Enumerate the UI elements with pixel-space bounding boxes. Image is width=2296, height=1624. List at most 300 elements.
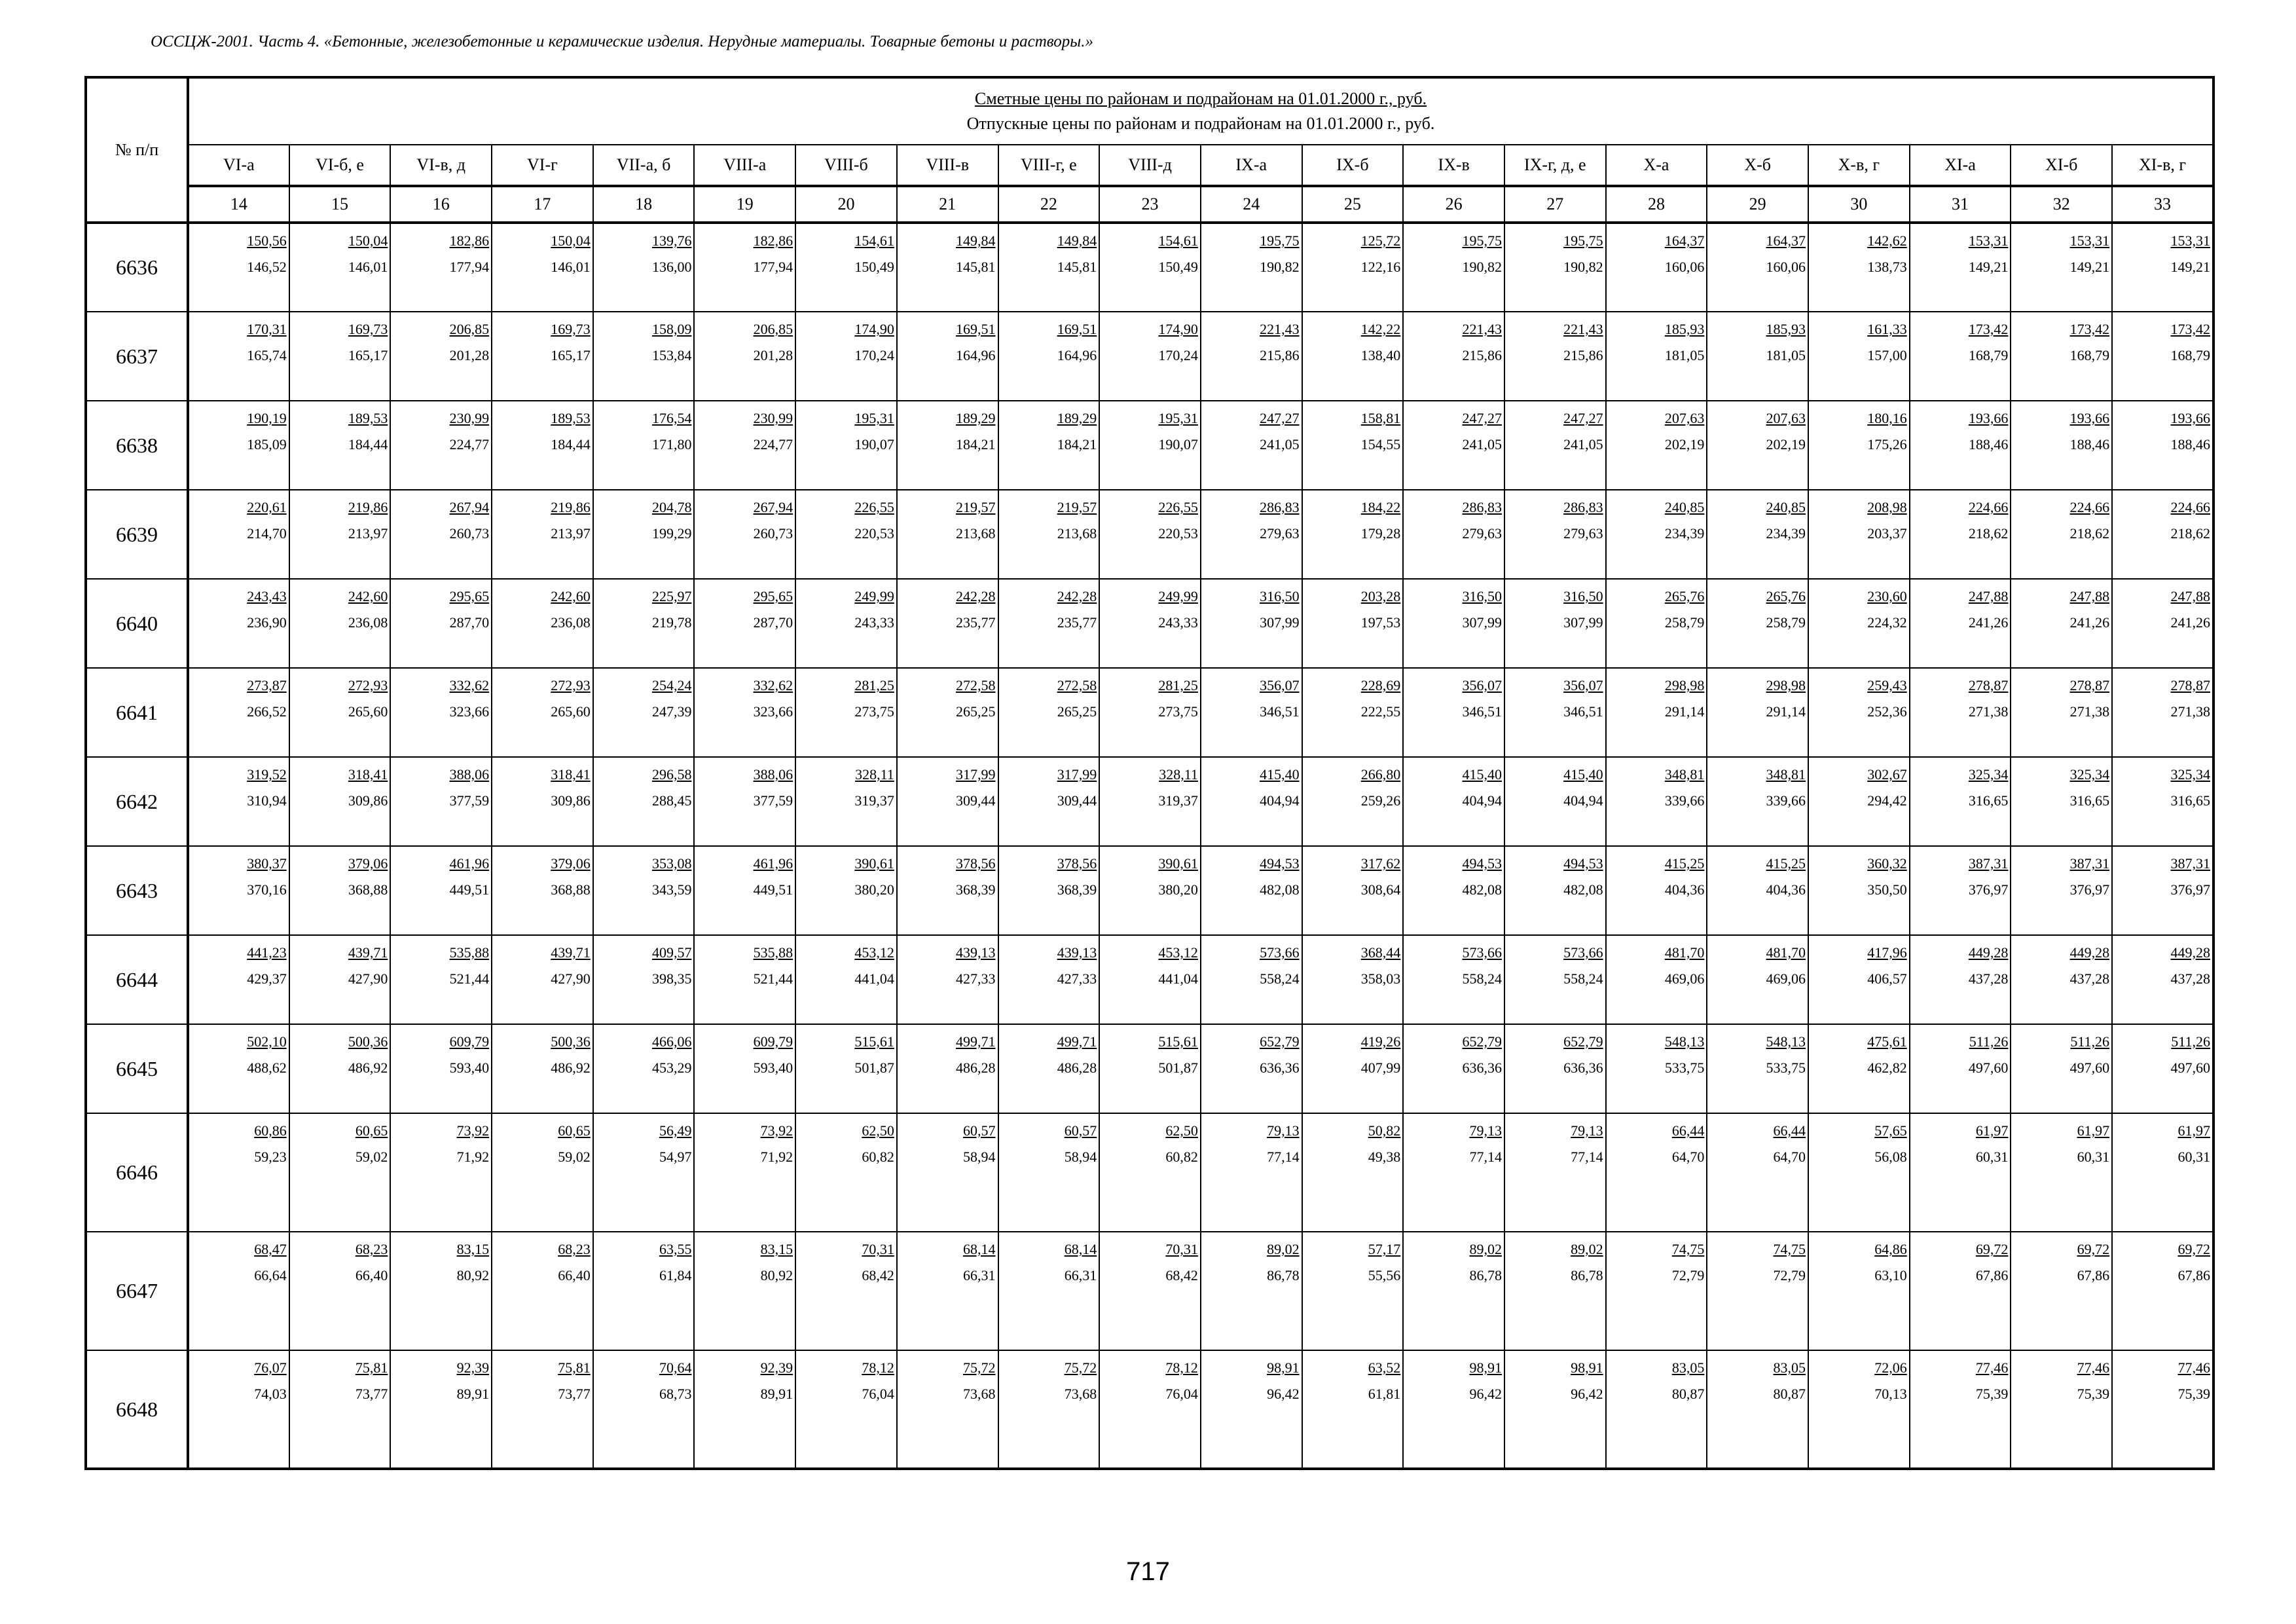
otpusknaya-price: 398,35	[651, 970, 692, 987]
otpusknaya-price: 170,24	[1158, 347, 1198, 363]
smetnaya-price: 230,60	[1867, 588, 1907, 604]
otpusknaya-price: 287,70	[449, 614, 490, 631]
otpusknaya-price: 165,17	[551, 347, 591, 363]
price-cell	[795, 1113, 897, 1232]
smetnaya-price: 69,72	[2077, 1241, 2110, 1257]
smetnaya-price: 189,29	[956, 410, 996, 426]
price-cell	[2011, 757, 2112, 846]
price-cell	[1504, 401, 1606, 490]
price-cell	[593, 1350, 695, 1469]
price-cell	[1504, 1232, 1606, 1350]
otpusknaya-price: 168,79	[2170, 347, 2210, 363]
price-cell	[1808, 312, 1910, 401]
smetnaya-price: 70,64	[659, 1359, 692, 1376]
price-cell	[1606, 1113, 1707, 1232]
row-number: 6638	[86, 401, 188, 490]
table-body	[86, 223, 2214, 1469]
otpusknaya-price: 188,46	[2170, 436, 2210, 452]
price-cell	[998, 1113, 1100, 1232]
column-index: 26	[1403, 186, 1504, 223]
price-cell	[1099, 1113, 1201, 1232]
price-cell	[593, 757, 695, 846]
column-index: 16	[390, 186, 492, 223]
price-cell	[289, 579, 391, 668]
price-cell	[390, 846, 492, 935]
price-cell	[2112, 846, 2214, 935]
price-cell	[1201, 490, 1302, 579]
smetnaya-price: 170,31	[247, 321, 287, 337]
otpusknaya-price: 80,92	[456, 1267, 490, 1283]
smetnaya-price: 409,57	[651, 944, 692, 961]
smetnaya-price: 281,25	[854, 677, 894, 693]
otpusknaya-price: 273,75	[1158, 703, 1198, 720]
price-cell	[2112, 223, 2214, 312]
price-cell	[1302, 935, 1404, 1024]
smetnaya-price: 272,93	[348, 677, 388, 693]
otpusknaya-price: 441,04	[854, 970, 894, 987]
otpusknaya-price: 76,04	[1165, 1386, 1198, 1402]
smetnaya-price: 64,86	[1874, 1241, 1907, 1257]
price-cell	[998, 846, 1100, 935]
price-cell	[188, 1113, 289, 1232]
price-cell	[188, 1232, 289, 1350]
region-header: XI-б	[2011, 145, 2112, 186]
smetnaya-price: 154,61	[854, 232, 894, 249]
otpusknaya-price: 199,29	[651, 525, 692, 542]
price-cell	[2011, 846, 2112, 935]
price-cell	[1302, 1350, 1404, 1469]
smetnaya-price: 494,53	[1563, 855, 1603, 872]
otpusknaya-price: 323,66	[753, 703, 793, 720]
smetnaya-price: 378,56	[956, 855, 996, 872]
smetnaya-price: 325,34	[2069, 766, 2110, 783]
otpusknaya-price: 486,28	[1057, 1060, 1097, 1076]
otpusknaya-price: 179,28	[1360, 525, 1401, 542]
otpusknaya-price: 145,81	[1057, 259, 1097, 275]
smetnaya-price: 387,31	[2170, 855, 2210, 872]
price-cell	[694, 1024, 795, 1113]
price-cell	[1910, 579, 2011, 668]
otpusknaya-price: 339,66	[1664, 792, 1705, 809]
price-cell	[390, 312, 492, 401]
otpusknaya-price: 308,64	[1360, 881, 1401, 898]
otpusknaya-price: 165,17	[348, 347, 388, 363]
otpusknaya-price: 521,44	[753, 970, 793, 987]
smetnaya-price: 609,79	[449, 1033, 490, 1050]
price-cell	[593, 1113, 695, 1232]
price-cell	[289, 223, 391, 312]
otpusknaya-price: 59,02	[558, 1149, 591, 1165]
price-cell	[1504, 668, 1606, 757]
smetnaya-price: 439,71	[348, 944, 388, 961]
price-cell	[1302, 1113, 1404, 1232]
price-cell	[1606, 1350, 1707, 1469]
price-cell	[694, 1350, 795, 1469]
smetnaya-price: 83,05	[1773, 1359, 1806, 1376]
price-cell	[1707, 1113, 1808, 1232]
otpusknaya-price: 533,75	[1664, 1060, 1705, 1076]
smetnaya-price: 415,40	[1563, 766, 1603, 783]
otpusknaya-price: 184,21	[956, 436, 996, 452]
otpusknaya-price: 265,25	[1057, 703, 1097, 720]
price-cell	[694, 846, 795, 935]
otpusknaya-price: 202,19	[1766, 436, 1806, 452]
smetnaya-price: 195,75	[1260, 232, 1300, 249]
smetnaya-price: 317,62	[1360, 855, 1401, 872]
otpusknaya-price: 145,81	[956, 259, 996, 275]
price-cell	[998, 223, 1100, 312]
price-cell	[1808, 757, 1910, 846]
smetnaya-price: 89,02	[1571, 1241, 1603, 1257]
otpusknaya-price: 437,28	[2170, 970, 2210, 987]
smetnaya-price: 316,50	[1563, 588, 1603, 604]
otpusknaya-price: 170,24	[854, 347, 894, 363]
otpusknaya-price: 177,94	[753, 259, 793, 275]
otpusknaya-price: 294,42	[1867, 792, 1907, 809]
price-cell	[1707, 1024, 1808, 1113]
column-index: 18	[593, 186, 695, 223]
otpusknaya-price: 190,07	[854, 436, 894, 452]
price-cell	[897, 1350, 998, 1469]
price-cell	[492, 223, 593, 312]
price-cell	[1606, 490, 1707, 579]
column-index: 33	[2112, 186, 2214, 223]
otpusknaya-price: 75,39	[2077, 1386, 2110, 1402]
smetnaya-price: 169,73	[348, 321, 388, 337]
smetnaya-price: 184,22	[1360, 499, 1401, 515]
otpusknaya-price: 376,97	[2069, 881, 2110, 898]
otpusknaya-price: 291,14	[1664, 703, 1705, 720]
region-header: X-б	[1707, 145, 1808, 186]
otpusknaya-price: 316,65	[1968, 792, 2009, 809]
price-cell	[593, 401, 695, 490]
smetnaya-price: 193,66	[2170, 410, 2210, 426]
smetnaya-price: 278,87	[1968, 677, 2009, 693]
price-cell	[289, 1232, 391, 1350]
price-cell	[1302, 223, 1404, 312]
smetnaya-price: 240,85	[1664, 499, 1705, 515]
column-index: 32	[2011, 186, 2112, 223]
price-cell	[390, 668, 492, 757]
otpusknaya-price: 407,99	[1360, 1060, 1401, 1076]
otpusknaya-price: 258,79	[1766, 614, 1806, 631]
smetnaya-price: 302,67	[1867, 766, 1907, 783]
smetnaya-price: 328,11	[1159, 766, 1198, 783]
price-cell	[694, 757, 795, 846]
smetnaya-price: 204,78	[651, 499, 692, 515]
otpusknaya-price: 181,05	[1766, 347, 1806, 363]
table-row	[86, 401, 2214, 490]
otpusknaya-price: 593,40	[753, 1060, 793, 1076]
smetnaya-price: 169,73	[551, 321, 591, 337]
otpusknaya-price: 71,92	[456, 1149, 490, 1165]
smetnaya-price: 573,66	[1563, 944, 1603, 961]
smetnaya-price: 439,71	[551, 944, 591, 961]
otpusknaya-price: 307,99	[1260, 614, 1300, 631]
price-cell	[1201, 401, 1302, 490]
otpusknaya-price: 60,82	[1165, 1149, 1198, 1165]
price-cell	[593, 935, 695, 1024]
price-cell	[1403, 490, 1504, 579]
smetnaya-price: 221,43	[1462, 321, 1502, 337]
smetnaya-price: 174,90	[1158, 321, 1198, 337]
smetnaya-price: 247,88	[2170, 588, 2210, 604]
otpusknaya-price: 184,21	[1057, 436, 1097, 452]
smetnaya-price: 461,96	[753, 855, 793, 872]
otpusknaya-price: 309,86	[551, 792, 591, 809]
price-cell	[1606, 401, 1707, 490]
smetnaya-price: 415,40	[1260, 766, 1300, 783]
price-cell	[188, 935, 289, 1024]
smetnaya-price: 548,13	[1664, 1033, 1705, 1050]
price-cell	[492, 312, 593, 401]
row-number-header: № п/п	[86, 77, 188, 223]
otpusknaya-price: 241,26	[2069, 614, 2110, 631]
otpusknaya-price: 68,42	[1165, 1267, 1198, 1283]
price-cell	[2011, 668, 2112, 757]
price-cell	[998, 490, 1100, 579]
smetnaya-price: 61,97	[1975, 1122, 2009, 1139]
price-cell	[1910, 1232, 2011, 1350]
otpusknaya-price: 404,36	[1766, 881, 1806, 898]
smetnaya-price: 267,94	[449, 499, 490, 515]
otpusknaya-price: 177,94	[449, 259, 490, 275]
price-cell	[1606, 668, 1707, 757]
row-number: 6639	[86, 490, 188, 579]
smetnaya-price: 195,75	[1462, 232, 1502, 249]
smetnaya-price: 368,44	[1360, 944, 1401, 961]
price-cell	[188, 490, 289, 579]
price-cell	[1201, 1350, 1302, 1469]
otpusknaya-price: 213,68	[1057, 525, 1097, 542]
price-cell	[2112, 668, 2214, 757]
price-cell	[1606, 312, 1707, 401]
otpusknaya-price: 184,44	[348, 436, 388, 452]
column-index: 21	[897, 186, 998, 223]
smetnaya-price: 259,43	[1867, 677, 1907, 693]
price-cell	[492, 579, 593, 668]
smetnaya-price: 439,13	[956, 944, 996, 961]
otpusknaya-price: 247,39	[651, 703, 692, 720]
column-index: 29	[1707, 186, 1808, 223]
price-cell	[1201, 312, 1302, 401]
smetnaya-price: 50,82	[1368, 1122, 1401, 1139]
price-cell	[1099, 401, 1201, 490]
smetnaya-price: 356,07	[1563, 677, 1603, 693]
smetnaya-price: 415,25	[1664, 855, 1705, 872]
price-cell	[289, 757, 391, 846]
otpusknaya-price: 71,92	[760, 1149, 793, 1165]
otpusknaya-price: 86,78	[1571, 1267, 1603, 1283]
region-header: VII-а, б	[593, 145, 695, 186]
smetnaya-price: 272,58	[956, 677, 996, 693]
price-cell	[897, 223, 998, 312]
otpusknaya-price: 86,78	[1469, 1267, 1502, 1283]
smetnaya-price: 182,86	[753, 232, 793, 249]
otpusknaya-price: 89,91	[456, 1386, 490, 1402]
smetnaya-price: 228,69	[1360, 677, 1401, 693]
column-index: 30	[1808, 186, 1910, 223]
otpusknaya-price: 558,24	[1260, 970, 1300, 987]
smetnaya-price: 66,44	[1671, 1122, 1705, 1139]
price-cell	[492, 757, 593, 846]
otpusknaya-price: 235,77	[956, 614, 996, 631]
price-cell	[2112, 1113, 2214, 1232]
price-cell	[593, 1024, 695, 1113]
smetnaya-price: 219,86	[348, 499, 388, 515]
smetnaya-price: 272,58	[1057, 677, 1097, 693]
smetnaya-price: 83,15	[456, 1241, 490, 1257]
price-cell	[188, 1024, 289, 1113]
price-cell	[492, 490, 593, 579]
region-header: IX-в	[1403, 145, 1504, 186]
smetnaya-price: 70,31	[862, 1241, 894, 1257]
region-header: VI-б, е	[289, 145, 391, 186]
smetnaya-price: 73,92	[456, 1122, 490, 1139]
otpusknaya-price: 146,52	[247, 259, 287, 275]
region-header: IX-б	[1302, 145, 1404, 186]
price-cell	[1606, 579, 1707, 668]
otpusknaya-price: 61,84	[659, 1267, 692, 1283]
price-cell	[1910, 1024, 2011, 1113]
price-cell	[188, 401, 289, 490]
otpusknaya-price: 236,08	[551, 614, 591, 631]
otpusknaya-price: 54,97	[659, 1149, 692, 1165]
price-cell	[2112, 1024, 2214, 1113]
price-cell	[998, 935, 1100, 1024]
smetnaya-price: 203,28	[1360, 588, 1401, 604]
column-index: 24	[1201, 186, 1302, 223]
otpusknaya-price: 96,42	[1571, 1386, 1603, 1402]
smetnaya-price: 169,51	[1057, 321, 1097, 337]
otpusknaya-price: 220,53	[1158, 525, 1198, 542]
smetnaya-price: 154,61	[1158, 232, 1198, 249]
smetnaya-price: 278,87	[2170, 677, 2210, 693]
price-cell	[1910, 401, 2011, 490]
smetnaya-price: 60,65	[355, 1122, 388, 1139]
otpusknaya-price: 67,86	[2178, 1267, 2210, 1283]
otpusknaya-price: 279,63	[1462, 525, 1502, 542]
otpusknaya-price: 486,92	[348, 1060, 388, 1076]
row-number: 6644	[86, 935, 188, 1024]
price-cell	[1504, 1024, 1606, 1113]
otpusknaya-price: 77,14	[1469, 1149, 1502, 1165]
region-header: VIII-а	[694, 145, 795, 186]
price-cell	[1808, 490, 1910, 579]
otpusknaya-price: 66,31	[963, 1267, 996, 1283]
otpusknaya-price: 197,53	[1360, 614, 1401, 631]
otpusknaya-price: 271,38	[1968, 703, 2009, 720]
otpusknaya-price: 307,99	[1462, 614, 1502, 631]
price-cell	[795, 1232, 897, 1350]
otpusknaya-price: 501,87	[854, 1060, 894, 1076]
otpusknaya-price: 488,62	[247, 1060, 287, 1076]
otpusknaya-price: 58,94	[1064, 1149, 1097, 1165]
smetnaya-price: 72,06	[1874, 1359, 1907, 1376]
otpusknaya-price: 593,40	[449, 1060, 490, 1076]
price-cell	[1707, 935, 1808, 1024]
smetnaya-price: 208,98	[1867, 499, 1907, 515]
smetnaya-price: 379,06	[551, 855, 591, 872]
price-cell	[1808, 935, 1910, 1024]
price-cell	[390, 935, 492, 1024]
otpusknaya-price: 243,33	[854, 614, 894, 631]
otpusknaya-price: 138,40	[1360, 347, 1401, 363]
otpusknaya-price: 449,51	[753, 881, 793, 898]
smetnaya-price: 348,81	[1766, 766, 1806, 783]
otpusknaya-price: 271,38	[2170, 703, 2210, 720]
price-cell	[1099, 668, 1201, 757]
price-cell	[1606, 1024, 1707, 1113]
otpusknaya-price: 215,86	[1462, 347, 1502, 363]
price-cell	[2112, 312, 2214, 401]
column-index: 17	[492, 186, 593, 223]
otpusknaya-price: 213,97	[551, 525, 591, 542]
otpusknaya-price: 68,73	[659, 1386, 692, 1402]
smetnaya-price: 278,87	[2069, 677, 2110, 693]
smetnaya-price: 61,97	[2077, 1122, 2110, 1139]
otpusknaya-price: 64,70	[1773, 1149, 1806, 1165]
smetnaya-price: 68,23	[355, 1241, 388, 1257]
otpusknaya-price: 243,33	[1158, 614, 1198, 631]
price-cell	[2011, 1350, 2112, 1469]
otpusknaya-price: 406,57	[1867, 970, 1907, 987]
smetnaya-price: 193,66	[1968, 410, 2009, 426]
price-cell	[1302, 757, 1404, 846]
smetnaya-price: 60,86	[254, 1122, 287, 1139]
region-header: IX-г, д, е	[1504, 145, 1606, 186]
price-cell	[998, 312, 1100, 401]
otpusknaya-price: 241,05	[1563, 436, 1603, 452]
price-cell	[289, 935, 391, 1024]
otpusknaya-price: 80,92	[760, 1267, 793, 1283]
smetnaya-price: 298,98	[1766, 677, 1806, 693]
otpusknaya-price: 252,36	[1867, 703, 1907, 720]
price-cell	[998, 579, 1100, 668]
price-cell	[1707, 668, 1808, 757]
smetnaya-price: 219,86	[551, 499, 591, 515]
column-index: 20	[795, 186, 897, 223]
price-cell	[1403, 668, 1504, 757]
price-cell	[390, 490, 492, 579]
otpusknaya-price: 215,86	[1260, 347, 1300, 363]
smetnaya-price: 419,26	[1360, 1033, 1401, 1050]
price-cell	[2112, 579, 2214, 668]
otpusknaya-price: 213,68	[956, 525, 996, 542]
caption-smetnye: Сметные цены по районам и подрайонам на 01.01.2000 г., руб.	[974, 89, 1427, 108]
price-cell	[289, 846, 391, 935]
otpusknaya-price: 343,59	[651, 881, 692, 898]
otpusknaya-price: 368,88	[551, 881, 591, 898]
column-index: 28	[1606, 186, 1707, 223]
otpusknaya-price: 75,39	[1975, 1386, 2009, 1402]
price-cell	[1808, 401, 1910, 490]
price-cell	[1099, 312, 1201, 401]
smetnaya-price: 511,26	[1969, 1033, 2009, 1050]
smetnaya-price: 316,50	[1462, 588, 1502, 604]
smetnaya-price: 79,13	[1469, 1122, 1502, 1139]
otpusknaya-price: 236,90	[247, 614, 287, 631]
otpusknaya-price: 469,06	[1766, 970, 1806, 987]
otpusknaya-price: 222,55	[1360, 703, 1401, 720]
otpusknaya-price: 377,59	[753, 792, 793, 809]
smetnaya-price: 79,13	[1571, 1122, 1603, 1139]
otpusknaya-price: 309,44	[956, 792, 996, 809]
smetnaya-price: 220,61	[247, 499, 287, 515]
smetnaya-price: 325,34	[1968, 766, 2009, 783]
smetnaya-price: 75,81	[355, 1359, 388, 1376]
price-cell	[1403, 1024, 1504, 1113]
